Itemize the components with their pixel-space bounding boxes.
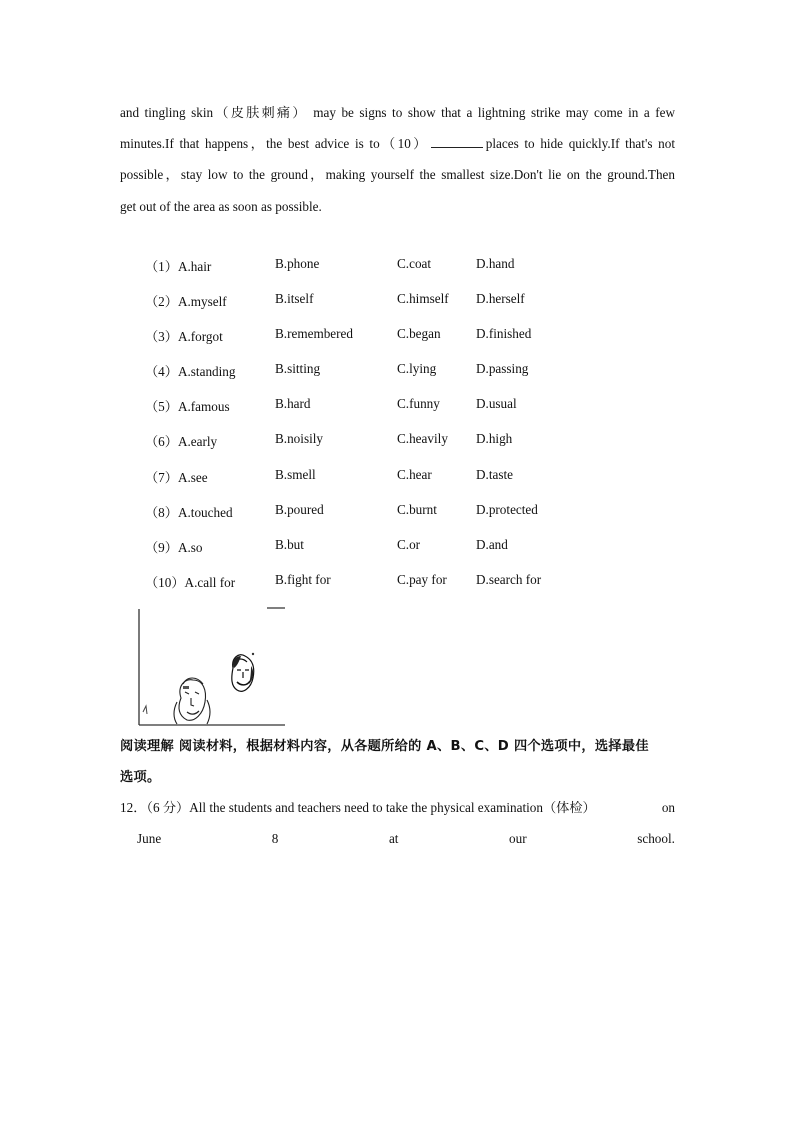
question-text: 12．（6 分）All the students and teachers need to take the physical examination（体检） bbox=[120, 800, 596, 815]
option-d: D.search for bbox=[476, 571, 542, 587]
option-c: C.lying bbox=[397, 361, 437, 377]
option-a: （5）A.famous bbox=[145, 399, 230, 415]
question-word: at bbox=[388, 831, 399, 847]
option-c: C.burnt bbox=[397, 501, 437, 517]
option-b: B.remembered bbox=[275, 326, 353, 342]
option-d: D.high bbox=[476, 431, 513, 447]
section-instruction-line: 阅读理解 阅读材料，根据材料内容，从各题所给的 A、B、C、D 四个选项中，选择最佳 bbox=[120, 739, 649, 754]
option-b: B.hard bbox=[275, 396, 311, 412]
answer-blank bbox=[431, 135, 483, 148]
option-d: D.usual bbox=[476, 396, 517, 412]
passage-text: minutes.If that happens，the best advice is to（10） bbox=[120, 136, 429, 152]
option-c: C.funny bbox=[397, 396, 440, 412]
option-c: C.pay for bbox=[397, 571, 447, 587]
question-line bbox=[120, 823, 675, 854]
passage-line: possible，stay low to the ground，making yourself the smallest size.Don't lie on the ground.Then bbox=[120, 167, 675, 183]
question-12 bbox=[120, 792, 675, 854]
option-a: （3）A.forgot bbox=[145, 329, 223, 345]
option-a: （9）A.so bbox=[145, 539, 203, 555]
option-c: C.or bbox=[397, 536, 421, 552]
option-d: D.taste bbox=[476, 466, 513, 482]
reading-passage bbox=[120, 97, 675, 222]
option-b: B.noisily bbox=[275, 431, 323, 447]
option-b: B.poured bbox=[275, 501, 324, 517]
option-d: D.finished bbox=[476, 326, 532, 342]
question-line bbox=[120, 792, 675, 823]
option-a: （1）A.hair bbox=[145, 259, 212, 274]
option-d: D.protected bbox=[476, 501, 538, 517]
option-a: （7）A.see bbox=[145, 469, 208, 485]
option-d: D.herself bbox=[476, 291, 525, 307]
question-word: our bbox=[509, 831, 527, 847]
option-b: B.smell bbox=[275, 466, 316, 482]
option-c: C.heavily bbox=[397, 431, 448, 447]
section-heading bbox=[120, 731, 675, 793]
option-d: D.and bbox=[476, 536, 508, 552]
question-word: school. bbox=[637, 831, 675, 847]
option-d: D.hand bbox=[476, 256, 515, 271]
option-c: C.began bbox=[397, 326, 441, 342]
option-a: （8）A.touched bbox=[145, 504, 233, 520]
question-word: 8 bbox=[271, 831, 279, 847]
option-a: （6）A.early bbox=[145, 434, 218, 450]
option-c: C.coat bbox=[397, 256, 432, 271]
passage-line: get out of the area as soon as possible. bbox=[120, 198, 322, 214]
option-b: B.fight for bbox=[275, 571, 331, 587]
option-b: B.itself bbox=[275, 291, 314, 307]
question-text: on bbox=[661, 800, 675, 815]
option-a: （10）A.call for bbox=[145, 574, 236, 590]
passage-text: places to hide quickly.If that's not bbox=[485, 136, 675, 152]
option-c: C.hear bbox=[397, 466, 432, 482]
passage-line bbox=[120, 128, 675, 159]
option-b: B.but bbox=[275, 536, 304, 552]
option-a: （4）A.standing bbox=[145, 364, 236, 380]
passage-line: and tingling skin（皮肤刺痛） may be signs to show that a lightning strike may come in a few bbox=[120, 105, 675, 120]
face-drawing-left bbox=[174, 678, 210, 724]
option-a: （2）A.myself bbox=[145, 294, 227, 310]
broken-image-figure bbox=[137, 606, 287, 728]
option-c: C.himself bbox=[397, 291, 449, 307]
section-instruction-line: 选项。 bbox=[120, 770, 161, 785]
option-b: B.sitting bbox=[275, 361, 321, 377]
option-d: D.passing bbox=[476, 361, 529, 377]
option-b: B.phone bbox=[275, 256, 320, 271]
question-word: June bbox=[137, 831, 162, 847]
